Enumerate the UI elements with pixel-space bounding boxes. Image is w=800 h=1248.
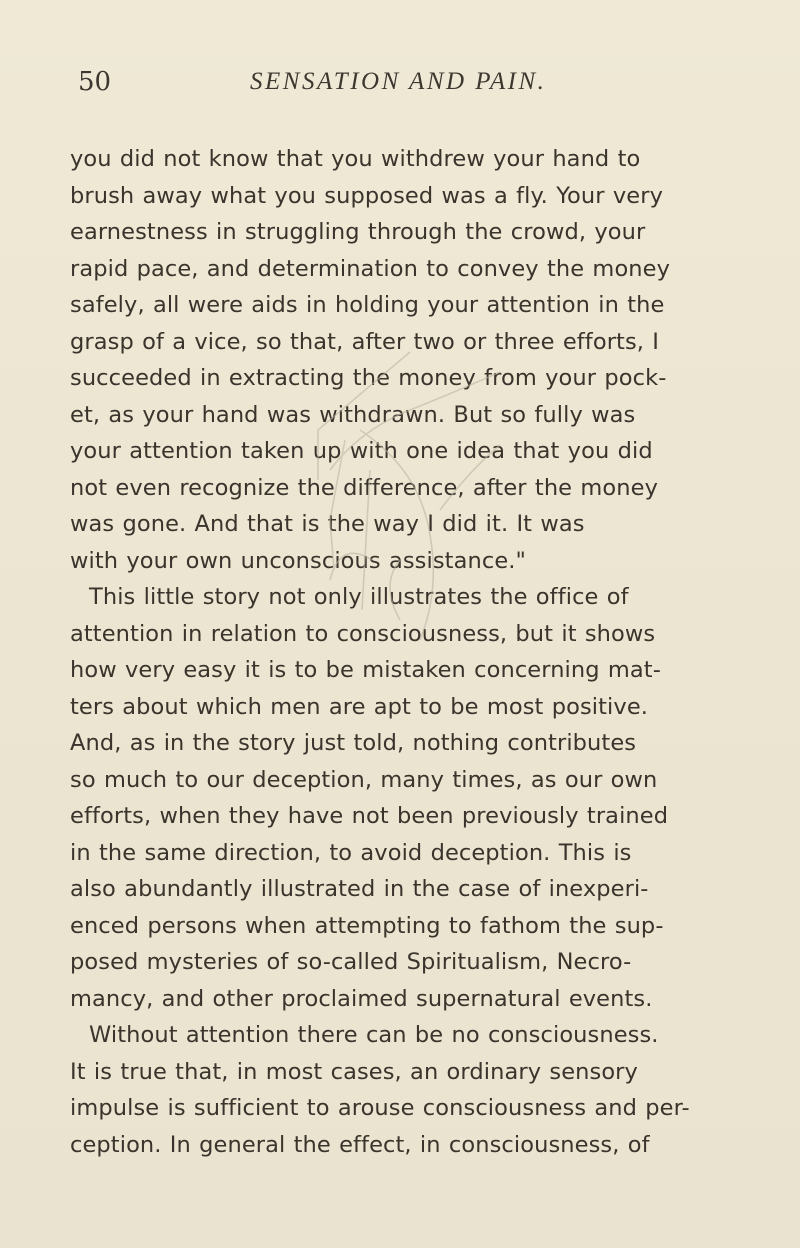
text-line: attention in relation to consciousness, but it shows: [70, 620, 656, 647]
text-line: you did not know that you withdrew your hand to: [70, 146, 641, 172]
text-line: was gone. And that is the way I did it. It was: [70, 511, 585, 537]
paragraph-start-line: Without attention there can be no consciousness.: [89, 1022, 659, 1048]
text-line: impulse is sufficient to arouse consciousness and per-: [70, 1095, 690, 1121]
body-text: [70, 141, 730, 1163]
page-number: 50: [78, 67, 112, 97]
text-line: posed mysteries of so-called Spiritualism, Necro-: [70, 949, 632, 975]
text-line: with your own unconscious assistance.": [70, 547, 526, 574]
text-line: And, as in the story just told, nothing contributes: [70, 730, 637, 756]
text-line: ception. In general the effect, in consciousness, of: [70, 1131, 650, 1158]
text-line: not even recognize the difference, after the money: [70, 474, 658, 501]
text-line: your attention taken up with one idea that you did: [70, 438, 653, 464]
text-line: mancy, and other proclaimed supernatural events.: [70, 985, 653, 1012]
text-line: et, as your hand was withdrawn. But so fully was: [70, 401, 636, 428]
text-line: It is true that, in most cases, an ordinary sensory: [70, 1058, 638, 1085]
text-line: enced persons when attempting to fathom the sup-: [70, 912, 664, 939]
paragraph-start-line: This little story not only illustrates the office of: [89, 584, 629, 610]
text-line: how very easy it is to be mistaken concerning mat-: [70, 657, 661, 683]
text-line: earnestness in struggling through the crowd, your: [70, 219, 646, 245]
text-line: succeeded in extracting the money from your pock-: [70, 365, 667, 391]
text-line: rapid pace, and determination to convey the money: [70, 255, 671, 282]
text-line: grasp of a vice, so that, after two or three efforts, I: [70, 328, 660, 355]
text-line: so much to our deception, many times, as our own: [70, 766, 658, 793]
text-line: efforts, when they have not been previously trained: [70, 803, 669, 829]
text-line: ters about which men are apt to be most positive.: [70, 693, 649, 720]
text-line: brush away what you supposed was a fly. Your very: [70, 182, 663, 209]
page-header: [0, 62, 800, 110]
text-line: safely, all were aids in holding your attention in the: [70, 292, 665, 318]
running-title: SENSATION AND PAIN.: [250, 68, 547, 95]
text-line: in the same direction, to avoid deception. This is: [70, 839, 632, 866]
text-line: also abundantly illustrated in the case of inexperi-: [70, 876, 649, 902]
